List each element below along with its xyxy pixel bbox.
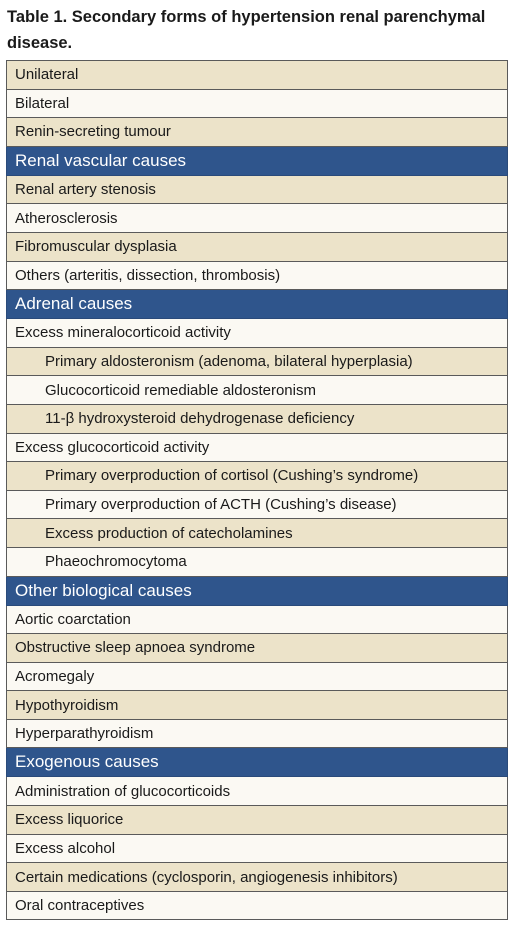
table-cell: Obstructive sleep apnoea syndrome [7,634,508,663]
table-row [7,118,508,147]
table-row [7,605,508,634]
table-row [7,691,508,720]
causes-table [6,60,508,920]
table-cell: Excess mineralocorticoid activity [7,319,508,348]
section-header-cell: Adrenal causes [7,290,508,319]
table-cell: Fibromuscular dysplasia [7,232,508,261]
table-cell: Glucocorticoid remediable aldosteronism [7,376,508,405]
table-cell: Bilateral [7,89,508,118]
table-row [7,662,508,691]
table-cell: Administration of glucocorticoids [7,777,508,806]
table-subrow [7,376,508,405]
table-cell: Excess alcohol [7,834,508,863]
section-header-cell: Other biological causes [7,576,508,605]
table-cell: Oral contraceptives [7,891,508,920]
section-header-cell: Renal vascular causes [7,146,508,175]
table-cell: Primary overproduction of ACTH (Cushing’s disease) [7,490,508,519]
table-subrow [7,519,508,548]
table-row [7,433,508,462]
table-cell: Phaeochromocytoma [7,547,508,576]
table-subrow [7,404,508,433]
table-row [7,175,508,204]
table-title: Table 1. Secondary forms of hypertension renal parenchymal disease. [7,8,486,52]
table-subrow [7,347,508,376]
table-body [7,61,508,920]
table-cell: Acromegaly [7,662,508,691]
table-row [7,261,508,290]
table-cell: Primary aldosteronism (adenoma, bilateral hyperplasia) [7,347,508,376]
table-row [7,89,508,118]
section-header-row [7,290,508,319]
table-subrow [7,547,508,576]
table-cell: Hypothyroidism [7,691,508,720]
table-row [7,204,508,233]
table-row [7,806,508,835]
section-header-row [7,576,508,605]
table-row [7,634,508,663]
table-row [7,719,508,748]
table-row [7,891,508,920]
table-row [7,777,508,806]
table-cell: Certain medications (cyclosporin, angiogenesis inhibitors) [7,863,508,892]
section-header-row [7,748,508,777]
section-header-cell: Exogenous causes [7,748,508,777]
table-cell: Excess glucocorticoid activity [7,433,508,462]
table-subrow [7,490,508,519]
section-header-row [7,146,508,175]
table-cell: Aortic coarctation [7,605,508,634]
table-cell: Others (arteritis, dissection, thrombosis) [7,261,508,290]
table-cell: Hyperparathyroidism [7,719,508,748]
table-cell: Excess liquorice [7,806,508,835]
table-row [7,61,508,90]
table-row [7,232,508,261]
table-cell: Renal artery stenosis [7,175,508,204]
table-cell: Unilateral [7,61,508,90]
table-row [7,319,508,348]
table-cell: 11-β hydroxysteroid dehydrogenase deficiency [7,404,508,433]
table-row [7,834,508,863]
table-cell: Atherosclerosis [7,204,508,233]
table-cell: Excess production of catecholamines [7,519,508,548]
table-cell: Primary overproduction of cortisol (Cushing’s syndrome) [7,462,508,491]
table-subrow [7,462,508,491]
table-cell: Renin-secreting tumour [7,118,508,147]
table-row [7,863,508,892]
